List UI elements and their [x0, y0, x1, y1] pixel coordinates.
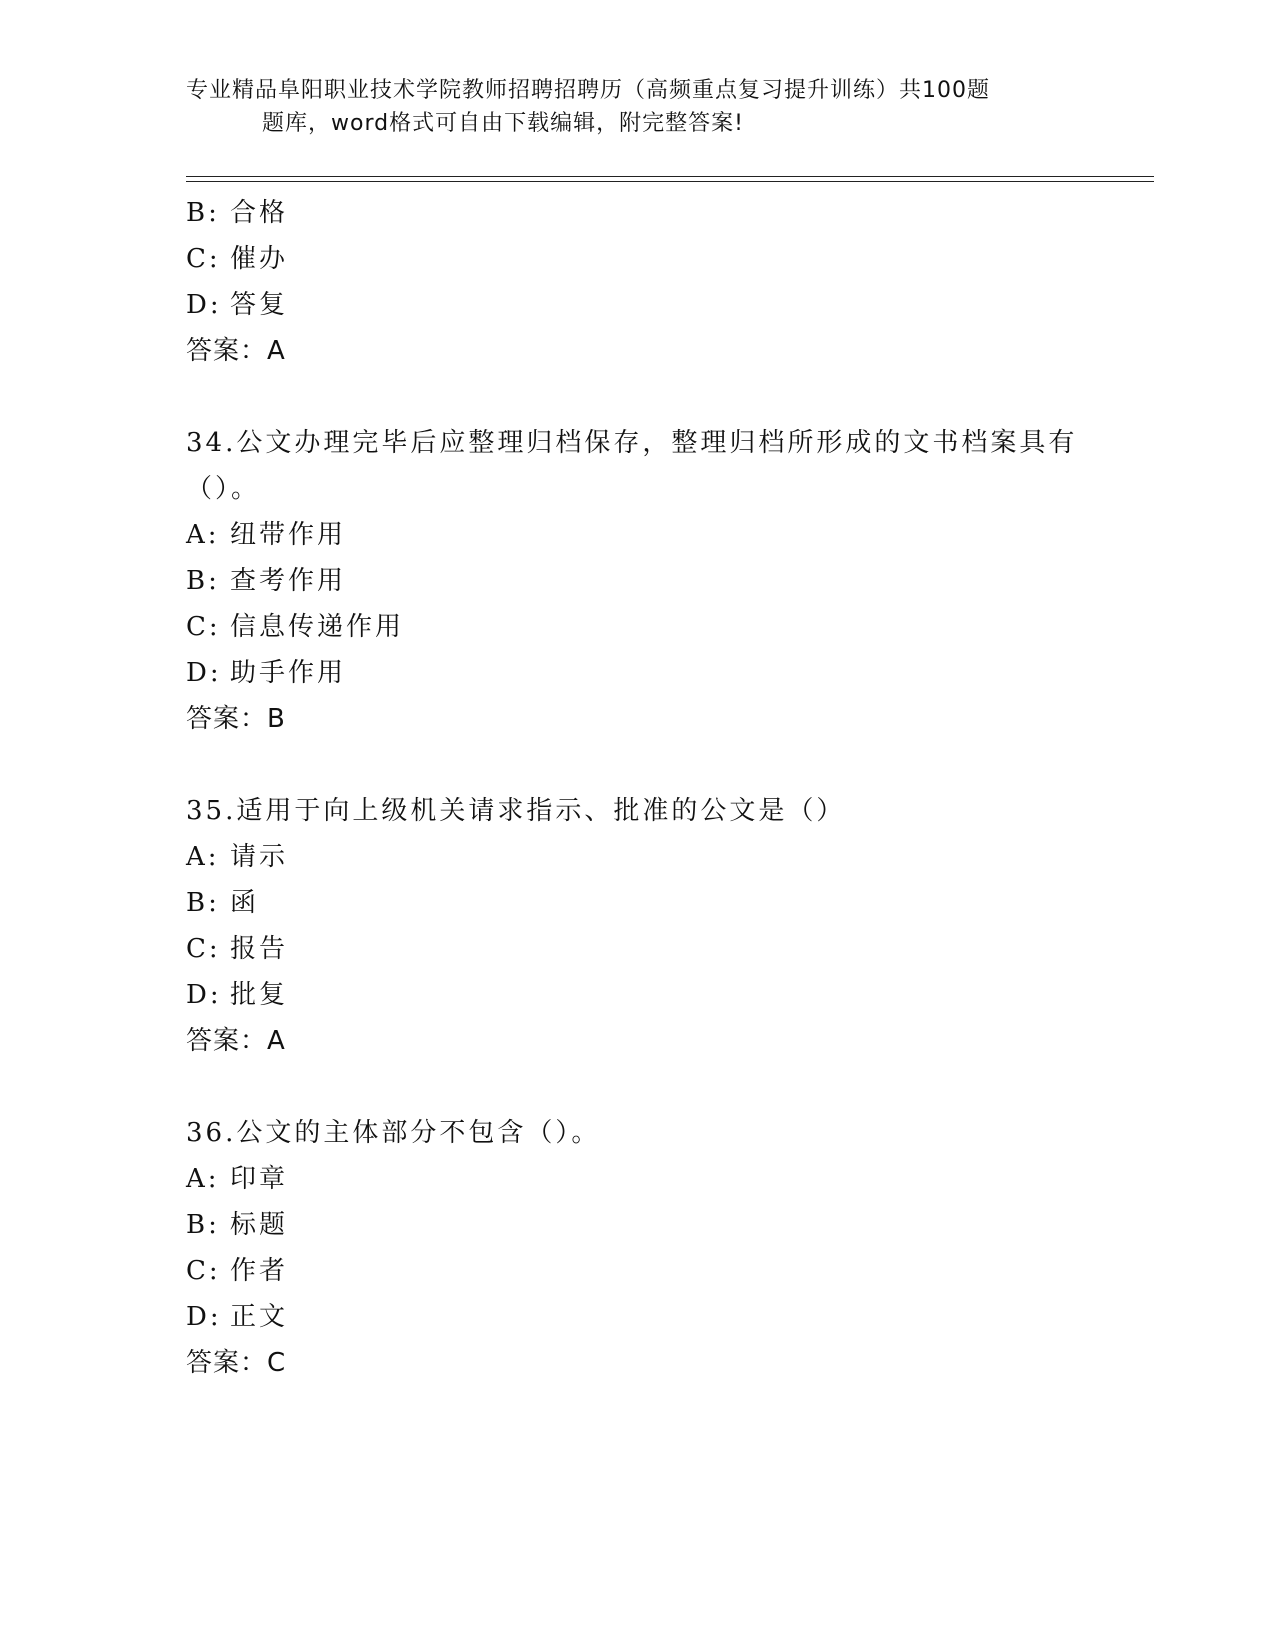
option-a	[186, 834, 1086, 880]
header-title-line2: 题库，word格式可自由下载编辑，附完整答案!	[262, 111, 744, 136]
header-title-line1: 专业精品阜阳职业技术学院教师招聘招聘历（高频重点复习提升训练）共100题	[186, 78, 990, 103]
option-letter: B:	[186, 198, 220, 228]
option-text: 印章	[230, 1164, 289, 1194]
option-text: 作者	[230, 1256, 289, 1286]
option-d	[186, 1294, 1086, 1340]
option-letter: C:	[186, 612, 221, 642]
option-letter: C:	[186, 1256, 221, 1286]
option-d	[186, 650, 1086, 696]
option-text: 正文	[230, 1302, 289, 1332]
option-letter: A:	[186, 842, 220, 872]
option-text: 答复	[230, 290, 289, 320]
option-text: 函	[230, 888, 260, 918]
question-stem-continued: （）。	[186, 474, 261, 504]
option-d	[186, 282, 1086, 328]
option-letter: B:	[186, 888, 220, 918]
option-a	[186, 1156, 1086, 1202]
question-stem: 35.适用于向上级机关请求指示、批准的公文是（）	[186, 796, 846, 826]
option-d	[186, 972, 1086, 1018]
answer-line: 答案：A	[186, 336, 286, 366]
question-35	[186, 788, 1086, 1064]
option-letter: D:	[186, 658, 222, 688]
option-text: 请示	[230, 842, 289, 872]
document-header	[186, 74, 1066, 140]
option-text: 催办	[230, 244, 289, 274]
answer-line: 答案：A	[186, 1026, 286, 1056]
option-text: 报告	[230, 934, 289, 964]
option-letter: C:	[186, 934, 221, 964]
option-c	[186, 236, 1086, 282]
spacer	[186, 374, 1086, 420]
option-text: 纽带作用	[230, 520, 347, 550]
question-stem: 34.公文办理完毕后应整理归档保存，整理归档所形成的文书档案具有	[186, 428, 1078, 458]
option-letter: D:	[186, 290, 222, 320]
option-b	[186, 190, 1086, 236]
question-list	[186, 190, 1086, 1386]
spacer	[186, 742, 1086, 788]
header-divider-bottom	[186, 181, 1154, 182]
option-text: 助手作用	[230, 658, 347, 688]
option-c	[186, 1248, 1086, 1294]
option-b	[186, 558, 1086, 604]
option-text: 合格	[230, 198, 289, 228]
spacer	[186, 1064, 1086, 1110]
option-letter: C:	[186, 244, 221, 274]
option-c	[186, 926, 1086, 972]
question-stem: 36.公文的主体部分不包含（）。	[186, 1118, 601, 1148]
header-divider-top	[186, 176, 1154, 177]
option-letter: D:	[186, 980, 222, 1010]
option-text: 信息传递作用	[230, 612, 405, 642]
question-33-tail	[186, 190, 1086, 374]
option-b	[186, 1202, 1086, 1248]
answer-line: 答案：B	[186, 704, 286, 734]
question-34	[186, 420, 1086, 742]
option-text: 查考作用	[230, 566, 347, 596]
option-letter: B:	[186, 1210, 220, 1240]
option-text: 标题	[230, 1210, 289, 1240]
option-b	[186, 880, 1086, 926]
option-letter: A:	[186, 1164, 220, 1194]
option-letter: B:	[186, 566, 220, 596]
option-c	[186, 604, 1086, 650]
question-36	[186, 1110, 1086, 1386]
option-letter: A:	[186, 520, 220, 550]
option-letter: D:	[186, 1302, 222, 1332]
answer-line: 答案：C	[186, 1348, 287, 1378]
option-text: 批复	[230, 980, 289, 1010]
option-a	[186, 512, 1086, 558]
